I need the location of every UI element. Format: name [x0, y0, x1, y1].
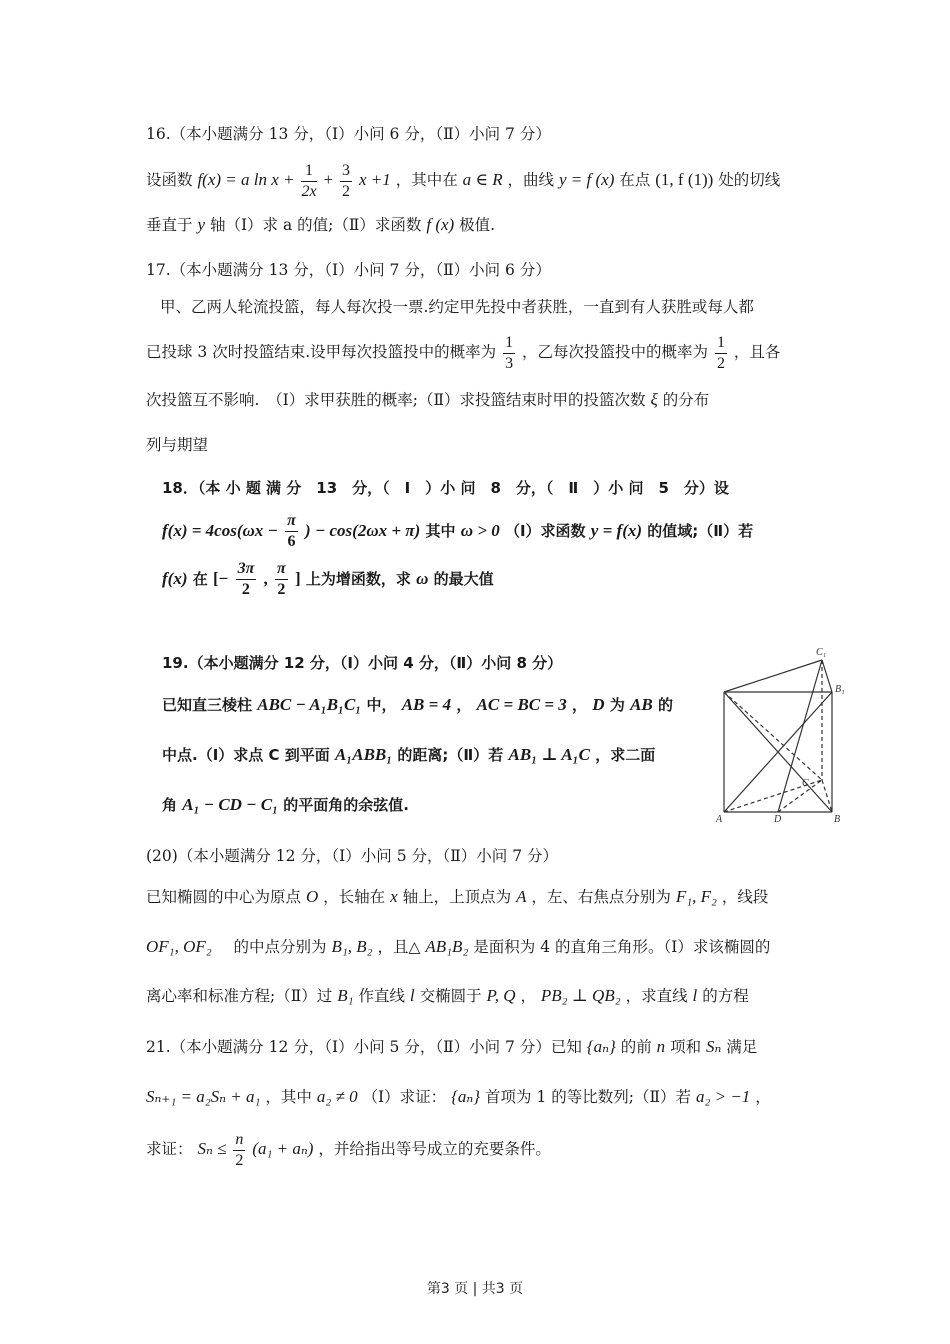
- q19-line4: 角 A₁ − CD − C₁ 的平面角的余弦值.: [162, 795, 409, 814]
- page-footer: 第3 页 | 共3 页: [426, 1281, 524, 1297]
- segment-d-c: [778, 780, 822, 812]
- q20-line3: OF₁, OF₂ 的中点分别为 B₁, B₂ ，且△ AB₁B₂ 是面积为 4 的直角三角形。（Ⅰ）求该椭圆的: [146, 937, 771, 956]
- q21-line2: Sₙ₊₁ = a₂Sₙ + a₁ ，其中 a₂ ≠ 0 （Ⅰ）求证： {aₙ} 首项为 1 的等比数列;（Ⅱ）若 a₂ > −1 ，: [146, 1087, 771, 1106]
- q16-header: 16.（本小题满分 13 分，（Ⅰ）小问 6 分，（Ⅱ）小问 7 分）: [146, 125, 551, 143]
- q16-line2: 设函数 f(x) = a ln x + $\frac{1}{2x}$ + $\frac{3}{2}$ x +1 ，其中在 a ∈ R ，曲线 y = f (x) 在点 (1, f (1)) 处的切线: [146, 161, 781, 200]
- q17-line4: 次投篮互不影响. （Ⅰ）求甲获胜的概率;（Ⅱ）求投篮结束时甲的投篮次数 ξ 的分布: [146, 390, 710, 409]
- label-c1: C₁: [816, 647, 827, 658]
- q21-frac-n-2: $\frac{n}{2}$: [235, 1130, 244, 1169]
- label-a: A: [716, 814, 723, 825]
- q17-frac-1-3: $\frac{1}{3}$: [505, 333, 514, 372]
- q19-header: 19.（本小题满分 12 分，（Ⅰ）小问 4 分，（Ⅱ）小问 8 分）: [162, 654, 563, 672]
- label-b: B: [834, 814, 841, 825]
- q17-header: 17.（本小题满分 13 分，（Ⅰ）小问 7 分，（Ⅱ）小问 6 分）: [146, 261, 551, 279]
- q16-frac-3-2: $\frac{3}{2}$: [342, 161, 351, 200]
- q18-frac-3pi-2: $\frac{3\pi}{2}$: [237, 560, 255, 598]
- q17-line3: 已投球 3 次时投篮结束.设甲每次投篮投中的概率为 $\frac{1}{3}$ ，乙每次投篮投中的概率为 $\frac{1}{2}$ ，且各: [146, 333, 781, 372]
- q17-frac-1-2: $\frac{1}{2}$: [716, 333, 725, 372]
- q19-line3: 中点.（Ⅰ）求点 C 到平面 A₁ABB₁ 的距离;（Ⅱ）若 AB₁ ⊥ A₁C ，求二面: [162, 745, 656, 764]
- edge-c1-b1: [822, 660, 832, 692]
- q18-frac-pi-2: $\frac{\pi}{2}$: [277, 560, 286, 598]
- q20-header: (20)（本小题满分 12 分，（Ⅰ）小问 5 分，（Ⅱ）小问 7 分）: [146, 847, 558, 865]
- segment-d-c1: [778, 660, 822, 812]
- q21-line1: 21.（本小题满分 12 分，（Ⅰ）小问 5 分，（Ⅱ）小问 7 分）已知 {aₙ} 的前 n 项和 Sₙ 满足: [146, 1037, 758, 1056]
- label-b1: B₁: [835, 684, 845, 695]
- q19-line2: 已知直三棱柱 ABC − A₁B₁C₁ 中， AB = 4 ， AC = BC = 3 ， D 为 AB 的: [162, 695, 673, 714]
- q18-line3: f(x) 在 [− $\frac{3\pi}{2}$ , $\frac{\pi}{2}$ ] 上为增函数，求 ω 的最大值: [162, 560, 494, 598]
- q21-line3: 求证： Sₙ ≤ $\frac{n}{2}$ (a₁ + aₙ) ，并给指出等号成立的充要条件。: [146, 1130, 551, 1169]
- q20-line2: 已知椭圆的中心为原点 O ，长轴在 x 轴上，上顶点为 A ，左、右焦点分别为 F₁, F₂ ，线段: [146, 887, 769, 906]
- q18-frac-pi-6: $\frac{\pi}{6}$: [287, 512, 296, 550]
- q17-line5: 列与期望: [146, 436, 209, 454]
- label-d: D: [774, 814, 782, 825]
- q17-line2: 甲、乙两人轮流投篮，每人每次投一票.约定甲先投中者获胜，一直到有人获胜或每人都: [160, 298, 754, 316]
- diag-a1-c: [724, 692, 822, 780]
- label-c: C: [802, 778, 809, 789]
- q20-line4: 离心率和标准方程;（Ⅱ）过 B₁ 作直线 l 交椭圆于 P, Q ， PB₂ ⊥ QB₂ ，求直线 l 的方程: [146, 986, 749, 1005]
- prism-figure: [712, 640, 852, 825]
- q16-line3: 垂直于 y 轴（Ⅰ）求 a 的值;（Ⅱ）求函数 f (x) 极值.: [146, 215, 496, 234]
- q18-line2: f(x) = 4cos(ωx − $\frac{\pi}{6}$ ) − cos(2ωx + π) 其中 ω > 0 （Ⅰ）求函数 y = f(x) 的值域;（Ⅱ）若: [162, 512, 754, 550]
- q18-header: 18．（本 小 题 满 分 13 分，（ Ⅰ ）小 问 8 分，（ Ⅱ ）小 问 5 分）设: [162, 479, 729, 497]
- edge-a1-c1: [724, 660, 822, 692]
- q16-frac-1-2x: $\frac{1}{2x}$: [301, 161, 317, 200]
